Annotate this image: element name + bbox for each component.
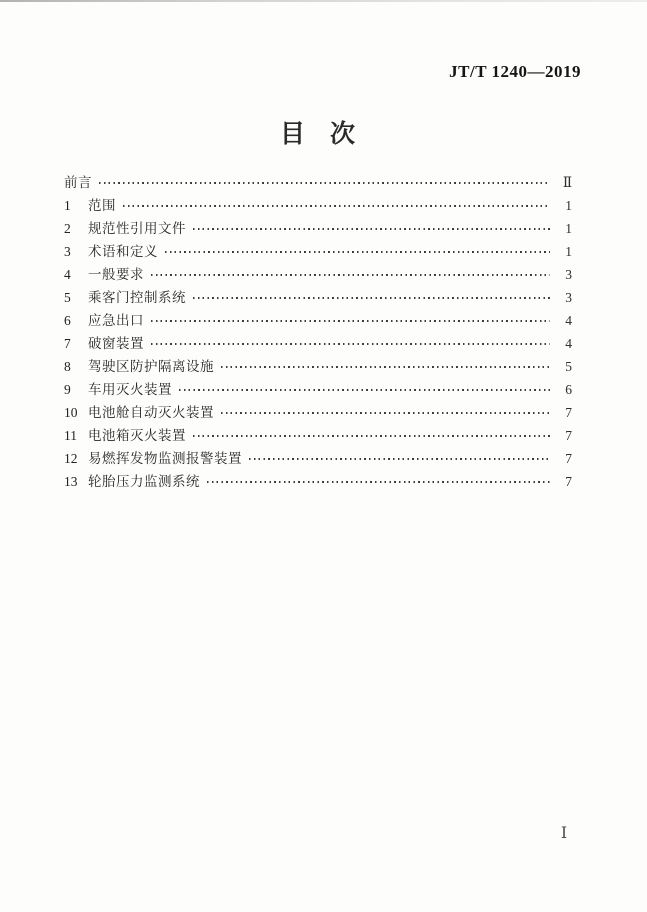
standard-code: JT/T 1240—2019 <box>449 62 581 81</box>
dot-leader <box>123 205 550 207</box>
toc-entry-page: 1 <box>565 221 572 236</box>
dot-leader <box>179 389 550 391</box>
scan-edge-artifact <box>0 0 647 2</box>
toc-entry <box>64 401 572 424</box>
dot-leader <box>221 366 550 368</box>
toc-entry-label: 破窗装置 <box>88 336 144 351</box>
toc-entry <box>64 470 572 493</box>
toc-entry-page: 3 <box>565 290 572 305</box>
toc-entry-page: 7 <box>565 474 572 489</box>
toc-entry-number: 5 <box>64 290 71 305</box>
toc-entry-label: 应急出口 <box>88 313 144 328</box>
toc-entry-label: 乘客门控制系统 <box>88 290 186 305</box>
toc-entry-label: 术语和定义 <box>88 244 158 259</box>
toc-entry-number: 12 <box>64 451 78 466</box>
toc-entry-page: 1 <box>565 244 572 259</box>
dot-leader <box>193 435 550 437</box>
toc-entry-number: 6 <box>64 313 71 328</box>
toc-entry-number: 2 <box>64 221 71 236</box>
dot-leader <box>99 182 550 184</box>
toc-entry-page: 7 <box>565 451 572 466</box>
toc-entry-page: 6 <box>565 382 572 397</box>
dot-leader <box>221 412 550 414</box>
toc-entry-page: Ⅱ <box>562 175 572 190</box>
toc-entry-label: 车用灭火装置 <box>88 382 172 397</box>
toc-entry-page: 7 <box>565 428 572 443</box>
toc-entry <box>64 263 572 286</box>
toc-entry-page: 3 <box>565 267 572 282</box>
toc-entry-label: 范围 <box>88 198 116 213</box>
toc-entry-page: 4 <box>565 313 572 328</box>
toc-entry-label: 轮胎压力监测系统 <box>88 474 200 489</box>
dot-leader <box>151 320 550 322</box>
toc-entry-number: 13 <box>64 474 78 489</box>
dot-leader <box>151 343 550 345</box>
toc-entry <box>64 378 572 401</box>
dot-leader <box>207 481 550 483</box>
toc-entry-label: 易燃挥发物监测报警装置 <box>88 451 242 466</box>
toc-entry <box>64 309 572 332</box>
toc-entry-number: 4 <box>64 267 71 282</box>
toc-entry <box>64 424 572 447</box>
toc-entry <box>64 447 572 470</box>
toc-entry <box>64 194 572 217</box>
toc-entry-number: 11 <box>64 428 77 443</box>
dot-leader <box>165 251 550 253</box>
dot-leader <box>249 458 550 460</box>
toc-entry <box>64 286 572 309</box>
toc-entry-page: 4 <box>565 336 572 351</box>
page-title: 目 次 <box>279 121 355 148</box>
toc-entry-label: 驾驶区防护隔离设施 <box>88 359 214 374</box>
toc-entry-number: 10 <box>64 405 78 420</box>
toc-entry <box>64 217 572 240</box>
toc-entry-label: 一般要求 <box>88 267 144 282</box>
toc-entry-number: 8 <box>64 359 71 374</box>
toc-entry-label: 电池箱灭火装置 <box>88 428 186 443</box>
toc-entry-number: 3 <box>64 244 71 259</box>
toc-entry-label: 前言 <box>64 175 92 190</box>
toc-entry <box>64 240 572 263</box>
dot-leader <box>193 297 550 299</box>
toc-entry <box>64 332 572 355</box>
table-of-contents <box>64 171 572 493</box>
toc-entry-page: 7 <box>565 405 572 420</box>
dot-leader <box>193 228 550 230</box>
toc-entry <box>64 355 572 378</box>
toc-entry-number: 1 <box>64 198 71 213</box>
toc-entry-label: 规范性引用文件 <box>88 221 186 236</box>
toc-entry-page: 1 <box>565 198 572 213</box>
toc-entry-number: 9 <box>64 382 71 397</box>
dot-leader <box>151 274 550 276</box>
footer-page-number: Ⅰ <box>560 825 568 842</box>
toc-entry-label: 电池舱自动灭火装置 <box>88 405 214 420</box>
toc-entry <box>64 171 572 194</box>
document-header <box>449 62 581 82</box>
toc-entry-number: 7 <box>64 336 71 351</box>
toc-entry-page: 5 <box>565 359 572 374</box>
